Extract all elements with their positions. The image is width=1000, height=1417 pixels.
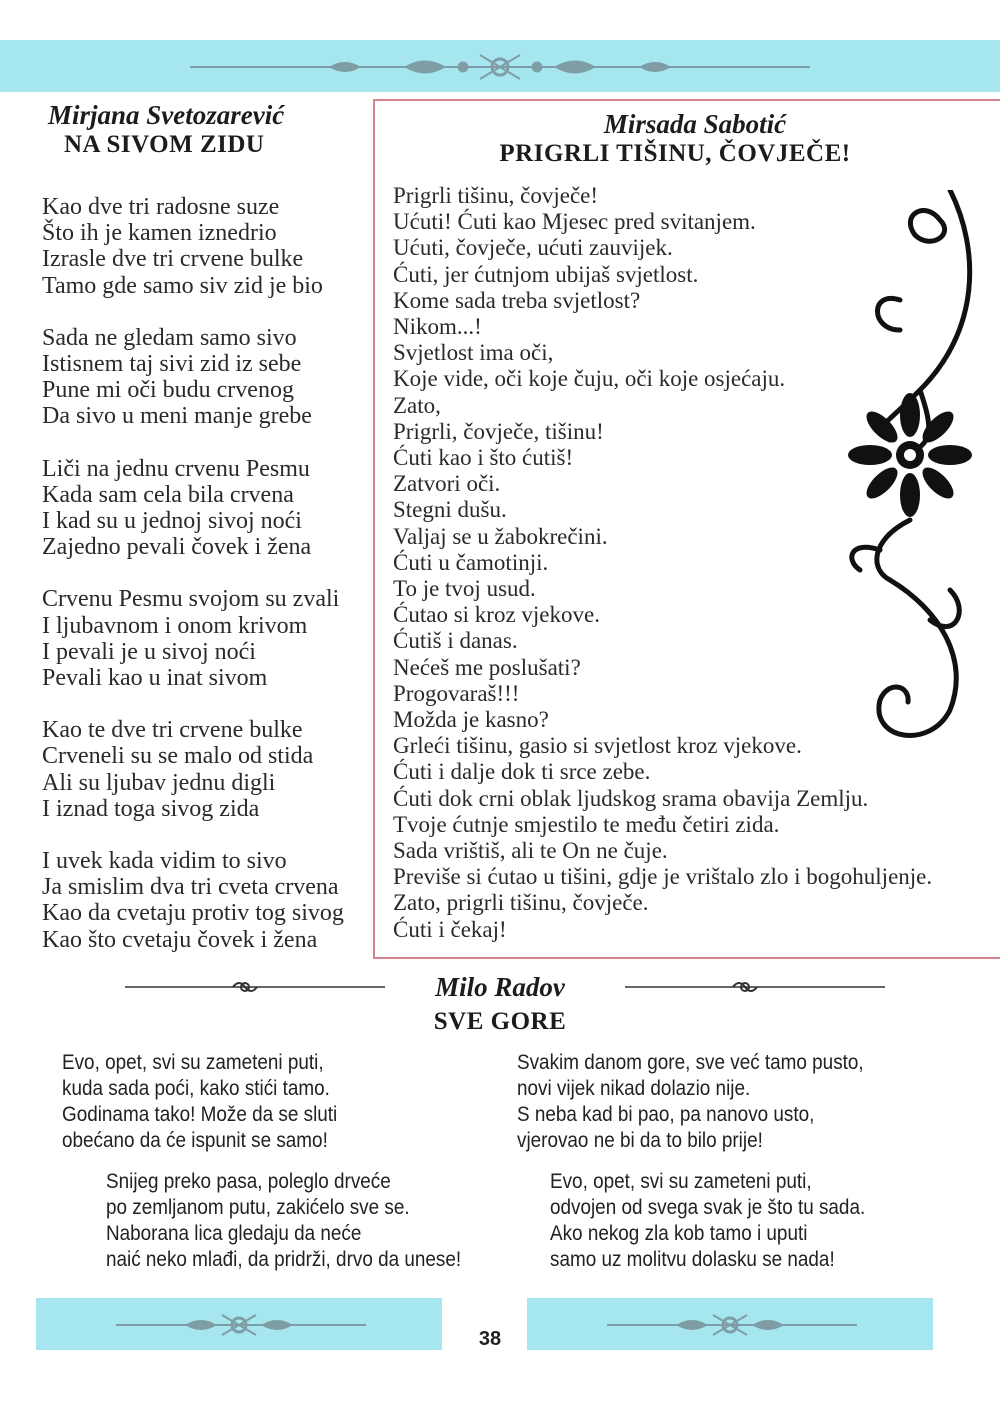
poem-line: kuda sada poći, kako stići tamo. [62,1077,330,1100]
poem-stanza [42,586,362,691]
poem-line: I kad su u jednoj sivoj noći [42,508,302,535]
poem-stanza [42,325,362,430]
poem-line: Nikom...! [393,314,482,340]
poem-line: Ućuti! Ćuti kao Mjesec pred svitanjem. [393,209,756,235]
poem-stanza [42,456,362,561]
poem-line: Ćuti, jer ćutnjom ubijaš svjetlost. [393,261,699,287]
poem-line: I iznad toga sivog zida [42,795,260,822]
poem-line: Ja smislim dva tri cveta crvena [42,874,339,901]
poem-line: I ljubavnom i onom krivom [42,612,308,639]
poem-title: PRIGRLI TIŠINU, ČOVJEČE! [499,140,851,167]
bottom-decorative-band-left [36,1298,442,1350]
poem-line: Ćuti u čamotinji. [393,549,549,575]
poem-line: Valjaj se u žabokrečini. [393,523,608,549]
poem-line: Nećeš me poslušati? [393,654,581,680]
poem-line: Kome sada treba svjetlost? [393,287,641,313]
poem-stanza [42,848,362,953]
poem-line: Kao te dve tri crvene bulke [42,717,303,744]
flourish-divider-icon [0,40,1000,92]
poem-line: Istisnem taj sivi zid iz sebe [42,351,302,378]
bottom-decorative-band-right [527,1298,933,1350]
poem-stanza [106,1169,501,1273]
poem-line: Ćuti i dalje dok ti srce zebe. [393,759,651,785]
poem-line: Koje vide, oči koje čuju, oči koje osjećaju. [393,366,786,392]
poem-line: obećano da će ispunit se samo! [62,1129,328,1152]
page-number: 38 [478,1328,502,1350]
poem-line: Pevali kao u inat sivom [42,665,268,692]
poem-line: vjerovao ne bi da to bilo prije! [517,1129,763,1152]
poem-line: To je tvoj usud. [393,576,536,602]
poem-line: Prigrli tišinu, čovječe! [393,183,599,208]
poem-line: I uvek kada vidim to sivo [42,848,287,875]
poem-line: Ali su ljubav jednu digli [42,769,276,796]
poem-line: Sada ne gledam samo sivo [42,324,297,351]
poem-line: Svakim danom gore, sve već tamo pusto, [517,1051,864,1074]
poem-line: Ćuti i čekaj! [393,916,507,942]
poem-line: Zatvori oči. [393,471,501,497]
poem-line: novi vijek nikad dolazio nije. [517,1077,751,1100]
poem-line: Izrasle dve tri crvene bulke [42,246,304,273]
poem-stanza [62,1050,368,1154]
poem-stanza [42,194,362,299]
poem-line: Ćutao si kroz vjekove. [393,602,600,628]
poem-line: odvojen od svega svak je što tu sada. [550,1196,866,1219]
poem-line: Pune mi oči budu crvenog [42,377,294,404]
poem-line: Ućuti, čovječe, ućuti zauvijek. [393,235,673,261]
poem-stanza [517,1050,902,1154]
poem-stanza [42,717,362,822]
poem-line: Liči na jednu crvenu Pesmu [42,455,310,482]
poem-line: Kao da cvetaju protiv tog sivog [42,900,344,927]
poem-title: NA SIVOM ZIDU [64,131,265,158]
poem-line: Prigrli, čovječe, tišinu! [393,418,604,444]
poem-line: Stegni dušu. [393,497,507,523]
poem-line: Godinama tako! Može da se sluti [62,1103,338,1126]
poem-na-sivom-zidu [42,100,362,979]
flourish-divider-icon [36,1298,442,1350]
poem-author: Mirsada Sabotić [603,109,787,139]
poem-line: Sada vrištiš, ali te On ne čuje. [393,838,668,864]
floral-swirl-ornament-icon [830,190,980,750]
poem-line: Da sivo u meni manje grebe [42,403,312,430]
poem-line: Tvoje ćutnje smjestilo te među četiri zida. [393,811,780,837]
poem-line: Možda je kasno? [393,707,549,733]
poem-line: Snijeg preko pasa, poleglo drveće [106,1170,391,1193]
poem-line: po zemljanom putu, zakićelo sve se. [106,1196,410,1219]
poem-line: Zato, prigrli tišinu, čovječe. [393,890,649,916]
poem-line: S neba kad bi pao, pa nanovo usto, [517,1103,815,1126]
poem-line: Tamo gde samo siv zid je bio [42,272,323,299]
poem-line: Grleći tišinu, gasio si svjetlost kroz vjekove. [393,733,802,759]
poem-line: Ćutiš i danas. [393,628,518,654]
poem-line: Evo, opet, svi su zameteni puti, [62,1051,324,1074]
poem-stanza [550,1169,900,1273]
poem-author: Milo Radov [435,972,565,1002]
poem-line: naić neko mlađi, da pridrži, drvo da unese! [106,1248,462,1271]
poem-line: Svjetlost ima oči, [393,340,554,366]
poem-title: SVE GORE [433,1008,567,1035]
poem-line: Što ih je kamen iznedrio [42,220,277,247]
poem-line: Naborana lica gledaju da neće [106,1222,362,1245]
poem-author: Mirjana Svetozarević [48,100,285,130]
poem-line: Kao dve tri radosne suze [42,194,280,220]
poem-line: Progovaraš!!! [393,680,520,706]
poem-line: Evo, opet, svi su zameteni puti, [550,1170,812,1193]
poem-line: Previše si ćutao u tišini, gdje je vrištalo zlo i bogohuljenje. [393,864,933,890]
poem-line: Kao što cvetaju čovek i žena [42,926,318,953]
poem-line: I pevali je u sivoj noći [42,638,256,665]
poem-line: Zato, [393,392,441,418]
poem-line: Ćuti kao i što ćutiš! [393,445,574,471]
poem-line: samo uz molitvu dolasku se nada! [550,1248,835,1271]
flourish-divider-icon [527,1298,933,1350]
poem-line: Kada sam cela bila crvena [42,481,294,508]
poem-line: Ako nekog zla kob tamo i uputi [550,1222,808,1245]
poem-line: Crveneli su se malo od stida [42,743,314,770]
poem-line: Ćuti dok crni oblak ljudskog srama obavija Zemlju. [393,785,869,811]
poem-line: Zajedno pevali čovek i žena [42,534,312,561]
poem-stanzas [42,194,362,953]
top-decorative-band [0,40,1000,92]
poem-line: Crvenu Pesmu svojom su zvali [42,586,340,613]
